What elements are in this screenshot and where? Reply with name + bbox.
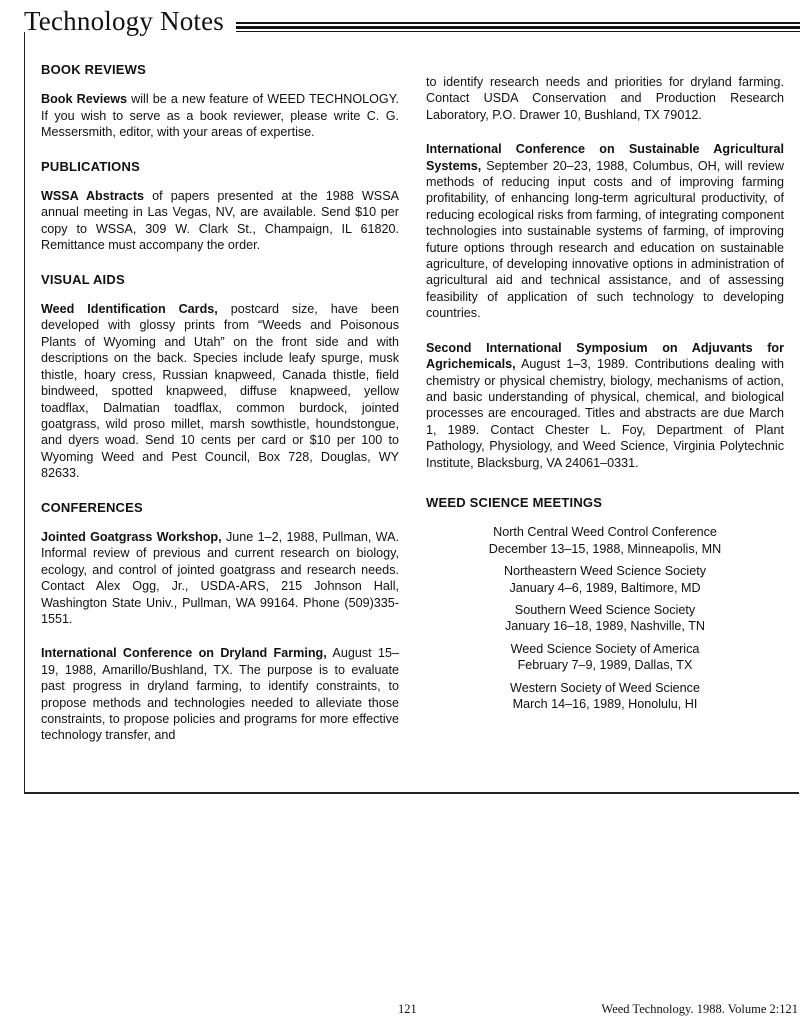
meeting-name: Weed Science Society of America (510, 641, 700, 656)
dryland-farming-lead: International Conference on Dryland Farming, (41, 646, 327, 661)
publications-paragraph (41, 188, 399, 254)
meeting-name: Southern Weed Science Society (514, 602, 696, 617)
page-number: 121 (398, 1002, 417, 1016)
meeting-name: Western Society of Weed Science (510, 680, 700, 695)
dryland-farming-paragraph (41, 645, 399, 743)
publications-text: of papers presented at the 1988 WSSA annual meeting in Las Vegas, NV, are available. Send $10 per copy to WSSA, 309 W. Clark St., Champaign, IL 61820. Remittance must accompany the order. (41, 189, 399, 253)
adjuvants-symposium-paragraph (426, 340, 784, 471)
book-reviews-text: will be a new feature of WEED TECHNOLOGY. If you wish to serve as a book reviewer, please write C. G. Messersmith, editor, with your areas of expertise. (41, 92, 400, 140)
meeting-date-location: December 13–15, 1988, Minneapolis, MN (488, 541, 722, 556)
sustainable-agriculture-paragraph (426, 141, 784, 321)
heading-visual-aids: VISUAL AIDS (41, 271, 125, 287)
section-title: Technology Notes (24, 6, 225, 36)
publications-lead: WSSA Abstracts (41, 189, 145, 204)
meeting-name: Northeastern Weed Science Society (503, 564, 707, 579)
visual-aids-text: postcard size, have been developed with glossy prints from “Weeds and Poisonous Plants of Wyoming and Utah” on the front side and with descriptions on the back. Species include leafy spurge, musk thistle, hoary cress, Russian knapweed, Canada thistle, field bindweed, spotted knapweed, diffuse knapweed, yellow toadflax, Dalmatian toadflax, common burdock, jointed goatgrass, wild proso millet, marsh sowthistle, houndstongue, and dyers woad. Send 10 cents per card or $10 per 100 to Wyoming Weed and Pest Council, Box 728, Douglas, WY 82633. (41, 302, 399, 481)
heading-book-reviews: BOOK REVIEWS (41, 62, 146, 77)
meeting-item (426, 680, 784, 713)
meeting-date-location: January 4–6, 1989, Baltimore, MD (509, 580, 701, 595)
adjuvants-symposium-text: August 1–3, 1989. Contributions dealing with chemistry or physical chemistry, biology, mechanisms of action, and basic understanding of physical, chemical, and biological processes are encouraged. Titles and abstracts are due March 1, 1989. Contact Chester L. Foy, Department of Plant Pathology, Physiology, and Weed Science, Virginia Polytechnic Institute, Blacksburg, VA 24061–0331. (426, 357, 784, 470)
goatgrass-workshop-text: June 1–2, 1988, Pullman, WA. Informal review of previous and current research on biology, ecology, and control of jointed goatgrass and research needs. Contact Alex Ogg, Jr., USDA-ARS, 215 Johnson Hall, Washington State Univ., Pullman, WA 99164. Phone (509)335-1551. (41, 529, 399, 626)
sustainable-agriculture-text: September 20–23, 1988, Columbus, OH, will review methods of reducing input costs and of improving farming profitability, of enhancing long-term agricultural productivity, of reducing ecological risks from farming, of integrating component technologies into sustainable systems of farming, of improving future options through research and education on sustainable agriculture, of developing innovative options in administration of agricultural aid and technical assistance, and of assessing feasibility of application of such technology to developing countries. (426, 158, 784, 321)
adjuvants-symposium-lead: Second International Symposium on Adjuvants for Agrichemicals, (426, 340, 784, 372)
meeting-item (426, 563, 784, 596)
meeting-date-location: February 7–9, 1989, Dallas, TX (517, 658, 693, 673)
sustainable-agriculture-lead: International Conference on Sustainable Agricultural Systems, (426, 142, 784, 173)
meeting-date-location: January 16–18, 1989, Nashville, TN (505, 619, 705, 634)
meeting-item (426, 602, 784, 635)
meeting-item (426, 524, 784, 557)
journal-citation: Weed Technology. 1988. Volume 2:121 (601, 1002, 798, 1016)
heading-weed-science-meetings: WEED SCIENCE MEETINGS (426, 494, 603, 510)
meeting-date-location: March 14–16, 1989, Honolulu, HI (512, 697, 698, 711)
header-rule (236, 22, 800, 32)
visual-aids-lead: Weed Identification Cards, (41, 302, 218, 317)
goatgrass-workshop-paragraph (41, 529, 399, 627)
meeting-item (426, 641, 784, 674)
heading-publications: PUBLICATIONS (41, 158, 140, 174)
book-reviews-paragraph (41, 91, 399, 140)
right-column (426, 74, 784, 718)
meetings-list (426, 524, 784, 712)
dryland-farming-continued: to identify research needs and priorities for dryland farming. Contact USDA Conservation and Production Research Laboratory, P.O. Drawer 10, Bushland, TX 79012. (426, 75, 784, 122)
heading-conferences: CONFERENCES (41, 499, 143, 515)
visual-aids-paragraph (41, 301, 399, 481)
meeting-name: North Central Weed Control Conference (493, 525, 717, 540)
left-column (41, 62, 399, 762)
book-reviews-lead: Book Reviews (41, 92, 128, 107)
dryland-farming-text: August 15–19, 1988, Amarillo/Bushland, TX. The purpose is to evaluate past progress in dryland farming, to identify constraints, to propose methods and technologies needed to alleviate those constraints, to propose policies and programs for more effective technology transfer, and (41, 646, 399, 743)
goatgrass-workshop-lead: Jointed Goatgrass Workshop, (41, 529, 222, 544)
